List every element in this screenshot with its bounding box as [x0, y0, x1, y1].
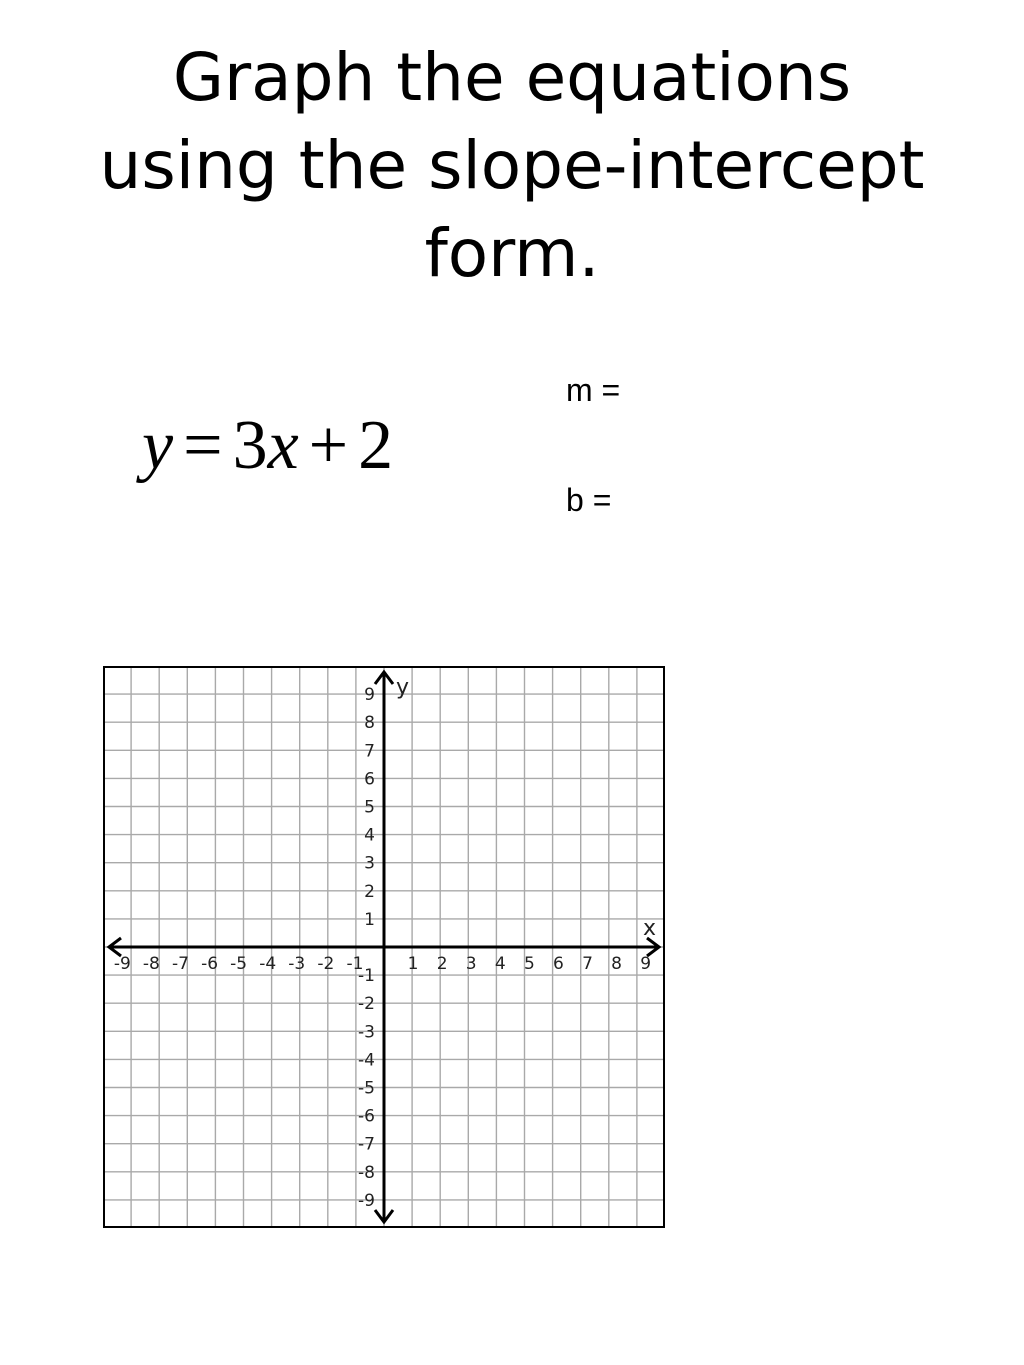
- intercept-answer-label: b =: [566, 482, 612, 518]
- x-tick-label: 9: [640, 954, 652, 974]
- x-tick-label: 3: [465, 954, 477, 974]
- equation-plus: +: [308, 407, 349, 484]
- x-tick-label: 6: [553, 954, 564, 974]
- y-tick-label: 2: [364, 881, 375, 902]
- x-tick-label: -9: [113, 954, 131, 974]
- y-tick-label: -6: [358, 1106, 375, 1127]
- x-tick-label: -7: [172, 954, 189, 974]
- x-tick-label: -4: [259, 954, 277, 974]
- x-tick-label: 7: [582, 954, 593, 974]
- y-tick-label: -9: [358, 1190, 375, 1211]
- y-tick-label: -7: [358, 1134, 375, 1155]
- y-tick-label: -4: [358, 1050, 375, 1071]
- x-tick-label: -6: [201, 954, 219, 974]
- title-line-1: Graph the equations: [172, 39, 852, 116]
- equation-equals: =: [183, 407, 223, 484]
- x-tick-label: -3: [288, 954, 306, 974]
- title-line-2: using the slope-intercept: [99, 127, 925, 204]
- y-tick-label: -5: [358, 1078, 375, 1099]
- x-tick-label: 2: [436, 954, 448, 974]
- coordinate-grid[interactable]: [103, 666, 665, 1228]
- y-tick-label: -8: [358, 1162, 375, 1183]
- x-tick-label: -1: [346, 954, 364, 974]
- x-tick-label: -8: [142, 954, 160, 974]
- y-tick-label: 6: [364, 769, 375, 790]
- y-axis-name: y: [396, 675, 410, 700]
- y-tick-label: 7: [364, 741, 375, 762]
- x-tick-label: 5: [523, 954, 535, 974]
- x-tick-label: -5: [230, 954, 248, 974]
- y-tick-label: 5: [364, 797, 375, 818]
- x-tick-label: 8: [611, 954, 623, 974]
- x-tick-label: 1: [407, 954, 419, 974]
- y-tick-label: 8: [364, 713, 375, 734]
- y-tick-label: 3: [364, 853, 375, 874]
- title-line-3: form.: [424, 215, 600, 292]
- x-axis-name: x: [643, 916, 657, 941]
- x-tick-label: -2: [317, 954, 335, 974]
- equation: [142, 404, 393, 488]
- page-title: [0, 34, 1024, 298]
- equation-lhs: y: [142, 407, 174, 484]
- slope-answer-label: m =: [566, 372, 621, 408]
- x-tick-label: 4: [494, 954, 506, 974]
- y-tick-label: -1: [358, 966, 375, 987]
- y-tick-label: -2: [358, 994, 375, 1015]
- equation-variable: x: [267, 407, 299, 484]
- y-tick-label: 4: [364, 825, 375, 846]
- y-tick-label: 9: [364, 685, 375, 706]
- y-tick-label: -3: [358, 1022, 375, 1043]
- coordinate-grid-svg[interactable]: [103, 666, 665, 1228]
- equation-coefficient: 3: [232, 407, 268, 484]
- equation-constant: 2: [358, 407, 394, 484]
- y-tick-label: 1: [364, 909, 375, 930]
